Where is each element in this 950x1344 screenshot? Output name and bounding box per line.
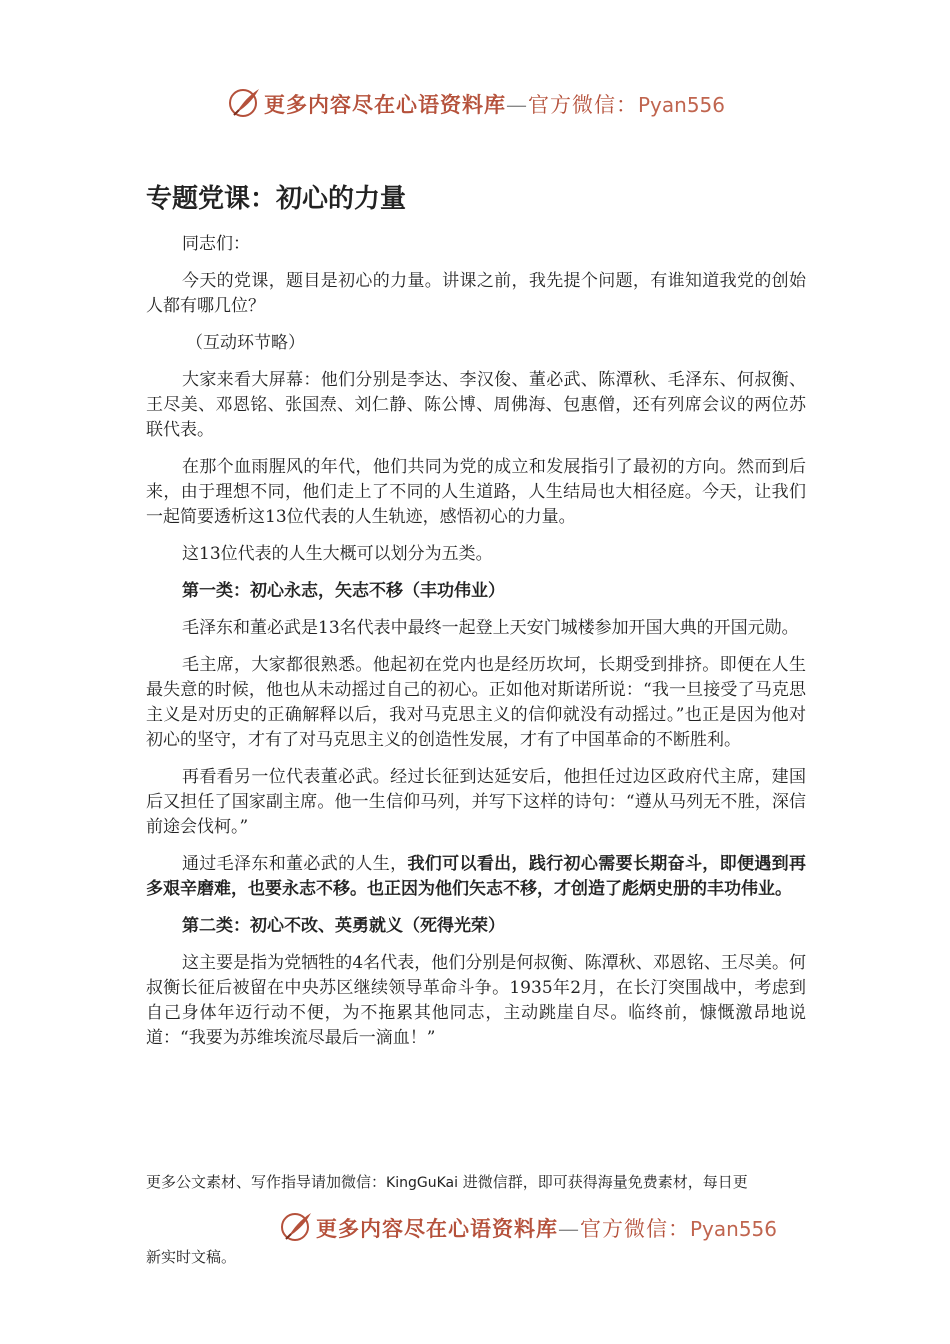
header-banner <box>0 84 950 124</box>
body-paragraph: 大家来看大屏幕：他们分别是李达、李汉俊、董必武、陈潭秋、毛泽东、何叔衡、王尽美、邓恩铭、张国焘、刘仁静、陈公博、周佛海、包惠僧，还有列席会议的两位苏联代表。 <box>146 370 806 440</box>
interlude-note: （互动环节略） <box>186 333 305 353</box>
body-paragraph: 毛泽东和董必武是13名代表中最终一起登上天安门城楼参加开国大典的开国元勋。 <box>182 618 799 638</box>
body-paragraph: 再看看另一位代表董必武。经过长征到达延安后，他担任过边区政府代主席，建国后又担任了国家副主席。他一生信仰马列，并写下这样的诗句：“遵从马列无不胜，深信前途会伐柯。” <box>146 767 806 837</box>
footer-text-before: 更多公文素材、写作指导请加微信： <box>146 1173 387 1191</box>
paragraph-plain-part: 通过毛泽东和董必武的人生， <box>182 854 408 874</box>
body-paragraph: 这主要是指为党牺牲的4名代表，他们分别是何叔衡、陈潭秋、邓恩铭、王尽美。何叔衡长征后被留在中央苏区继续领导革命斗争。1935年2月，在长汀突围战中，考虑到自己身体年迈行动不便，为不拖累其他同志，主动跳崖自尽。临终前，慷慨激昂地说道：“我要为苏维埃流尽最后一滴血！” <box>146 953 806 1048</box>
banner-site-name: 更多内容尽在心语资料库 <box>264 92 506 117</box>
footer-text-after: 进微信群，即可获得海量免费素材，每日更 <box>457 1173 748 1191</box>
body-paragraph-mixed <box>146 852 806 902</box>
banner-wechat-label: 官方微信： <box>528 93 638 117</box>
banner-wechat-id: Pyan556 <box>690 1217 778 1241</box>
banner-wechat-label: 官方微信： <box>580 1217 690 1241</box>
quill-pen-logo-icon <box>228 86 262 124</box>
body-paragraph: 今天的党课，题目是初心的力量。讲课之前，我先提个问题，有谁知道我党的创始人都有哪几位？ <box>146 271 806 316</box>
footer-note-continued: 新实时文稿。 <box>146 1248 237 1266</box>
banner-dash: — <box>558 1217 580 1241</box>
banner-text <box>264 89 725 119</box>
section-heading-1: 第一类：初心永志，矢志不移（丰功伟业） <box>182 581 505 601</box>
document-body <box>146 232 806 1063</box>
footer-wechat-id: KingGuKai <box>386 1175 458 1191</box>
footer-banner <box>0 1208 950 1248</box>
banner-site-name: 更多内容尽在心语资料库 <box>316 1216 558 1241</box>
paragraph-bold-part: 我们可以看出，践行初心需要长期奋斗，即便遇到再多艰辛磨难，也要永志不移。也正因为他们矢志不移，才创造了彪炳史册的丰功伟业。 <box>146 854 807 899</box>
body-paragraph: 在那个血雨腥风的年代，他们共同为党的成立和发展指引了最初的方向。然而到后来，由于理想不同，他们走上了不同的人生道路，人生结局也大相径庭。今天，让我们一起简要透析这13位代表的人生轨迹，感悟初心的力量。 <box>146 457 806 527</box>
footer-note <box>146 1171 812 1192</box>
greeting-paragraph: 同志们： <box>182 234 250 254</box>
banner-wechat-id: Pyan556 <box>638 93 726 117</box>
body-paragraph: 这13位代表的人生大概可以划分为五类。 <box>182 544 493 564</box>
banner-dash: — <box>506 93 528 117</box>
page-title: 专题党课：初心的力量 <box>146 184 407 214</box>
quill-pen-logo-icon <box>280 1210 314 1248</box>
body-paragraph: 毛主席，大家都很熟悉。他起初在党内也是经历坎坷，长期受到排挤。即便在人生最失意的时候，他也从未动摇过自己的初心。正如他对斯诺所说：“我一旦接受了马克思主义是对历史的正确解释以后，我对马克思主义的信仰就没有动摇过。”也正是因为他对初心的坚守，才有了对马克思主义的创造性发展，才有了中国革命的不断胜利。 <box>146 655 806 750</box>
banner-text <box>316 1213 777 1243</box>
section-heading-2: 第二类：初心不改、英勇就义（死得光荣） <box>182 916 505 936</box>
